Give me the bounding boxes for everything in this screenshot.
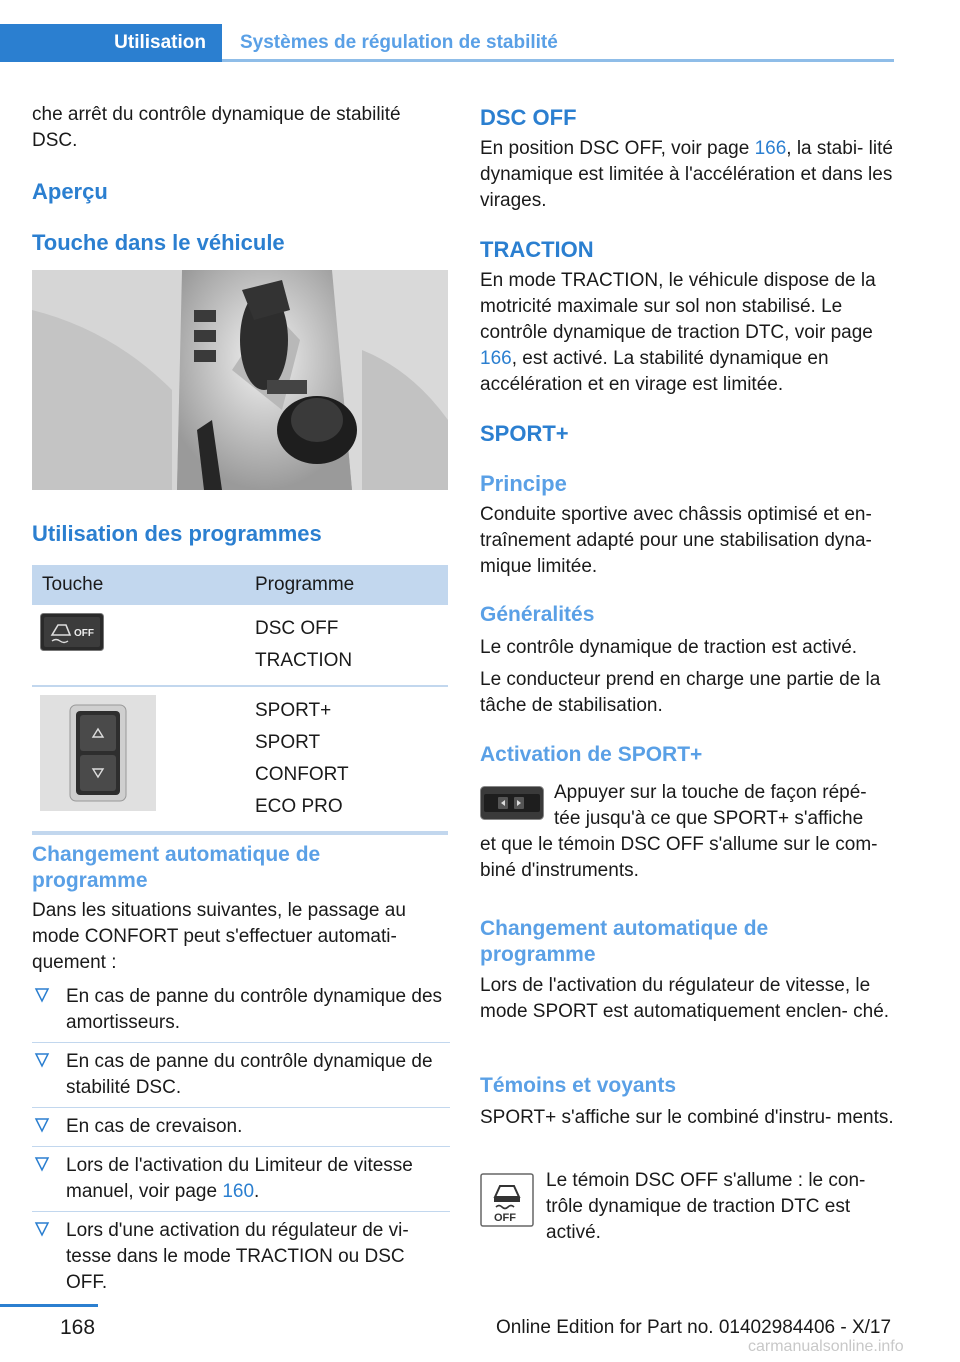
program-dsc-off: DSC OFF [255,618,339,639]
auto-switch-list [32,978,450,1302]
program-eco-pro: ECO PRO [255,796,343,817]
traction-text [480,268,900,398]
list-item [32,1108,450,1147]
bullet-text: Lors de l'activation du Limiteur de vitesse manuel, voir page [66,1155,413,1202]
page-link-160[interactable]: 160 [222,1181,255,1202]
triangle-bullet-icon [34,1117,50,1135]
temoin-dsc-text: Le témoin DSC OFF s'allume : le con‐ trôle dynamique de traction DTC est activé. [546,1170,866,1243]
header-tab-utilisation[interactable]: Utilisation [0,24,222,62]
footer-rule [0,1304,98,1307]
program-traction: TRACTION [255,650,353,671]
generalites-text-1: Le contrôle dynamique de traction est activé. [480,637,858,658]
list-item [32,1212,450,1302]
triangle-bullet-icon [34,987,50,1005]
table-row [32,687,448,831]
principe-text: Conduite sportive avec châssis optimisé et en‐ traînement adapté pour une stabilisation dyna‐ mique limitée. [480,504,872,577]
heading-traction: TRACTION [480,237,594,262]
heading-temoins-voyants: Témoins et voyants [480,1074,677,1097]
activation-text-cont: et que le témoin DSC OFF s'allume sur le com‐ biné d'instruments. [480,834,878,881]
bullet-text: En cas de panne du contrôle dynamique de stabilité DSC. [66,1051,433,1098]
table-row [32,605,448,687]
heading-changement-auto-right: Changement automatique de programme [480,917,769,966]
header-section-title[interactable]: Systèmes de régulation de stabilité [240,32,558,53]
table-header-programme: Programme [255,574,355,595]
list-item [32,1147,450,1212]
triangle-bullet-icon [34,1052,50,1070]
activation-text: Appuyer sur la touche de façon répé‐ tée jusqu'à ce que SPORT+ s'affiche [554,782,867,829]
program-sport: SPORT [255,732,321,753]
dsc-off-button-image [32,605,245,685]
triangle-bullet-icon [34,1156,50,1174]
traction-text-end: , est activé. La stabilité dynamique en accélération et en virage est limitée. [480,348,829,395]
driving-mode-switch-image [32,687,245,831]
program-sport-plus: SPORT+ [255,700,332,721]
generalites-text-2: Le conducteur prend en charge une partie de la tâche de stabilisation. [480,669,881,716]
heading-dsc-off: DSC OFF [480,105,577,130]
table-header [32,565,448,605]
programs-dsc [245,605,448,685]
list-item [32,978,450,1043]
svg-text:OFF: OFF [494,1212,516,1224]
bullet-text: Lors d'une activation du régulateur de vi‐ tesse dans le mode TRACTION ou DSC OFF. [66,1220,409,1293]
sport-plus-switch-icon [480,786,544,820]
programs-modes [245,687,448,831]
heading-utilisation-programmes: Utilisation des programmes [32,521,322,546]
changement-text-right: Lors de l'activation du régulateur de vitesse, le mode SPORT est automatiquement enclen‐ ché. [480,975,890,1022]
changement-text-left: Dans les situations suivantes, le passage au mode CONFORT peut s'effectuer automati‐ quement : [32,900,406,973]
bullet-text-end: . [254,1181,260,1202]
heading-sport-plus: SPORT+ [480,421,569,446]
dsc-off-indicator-icon [480,1173,534,1227]
vehicle-console-photo [32,270,448,490]
list-item [32,1043,450,1108]
intro-text: che arrêt du contrôle dynamique de stabilité DSC. [32,104,401,151]
page-number: 168 [60,1316,96,1339]
temoins-text: SPORT+ s'affiche sur le combiné d'instru‐ ments. [480,1107,894,1128]
heading-apercu: Aperçu [32,179,108,204]
heading-principe: Principe [480,471,567,496]
bullet-text: En cas de panne du contrôle dynamique des amortisseurs. [66,986,443,1033]
watermark: carmanualsonline.info [748,1338,904,1355]
bullet-text: En cas de crevaison. [66,1116,243,1137]
heading-activation-sport-plus: Activation de SPORT+ [480,743,703,766]
page-link-166[interactable]: 166 [480,348,512,369]
traction-text-start: En mode TRACTION, le véhicule dispose de la motricité maximale sur sol non stabilisé. Le contrôle dynamique de traction DTC, voir page [480,270,876,343]
header-rule [222,59,894,62]
heading-changement-auto-left: Changement automatique de programme [32,843,321,892]
svg-text:OFF: OFF [74,628,94,639]
edition-info: Online Edition for Part no. 01402984406 - X/17 [496,1317,892,1338]
dsc-off-text-start: En position DSC OFF, voir page [480,138,755,159]
triangle-bullet-icon [34,1221,50,1239]
heading-touche-vehicule: Touche dans le véhicule [32,230,285,255]
heading-generalites: Généralités [480,603,595,626]
programs-table [32,565,448,835]
dsc-off-text-end: , la stabi‐ lité dynamique est limitée à l'accélération et dans les virages. [480,138,893,211]
table-header-touche: Touche [42,574,104,595]
table-bottom-rule [32,831,448,835]
dsc-off-text [480,136,896,214]
page-link-166[interactable]: 166 [754,138,787,159]
program-confort: CONFORT [255,764,349,785]
